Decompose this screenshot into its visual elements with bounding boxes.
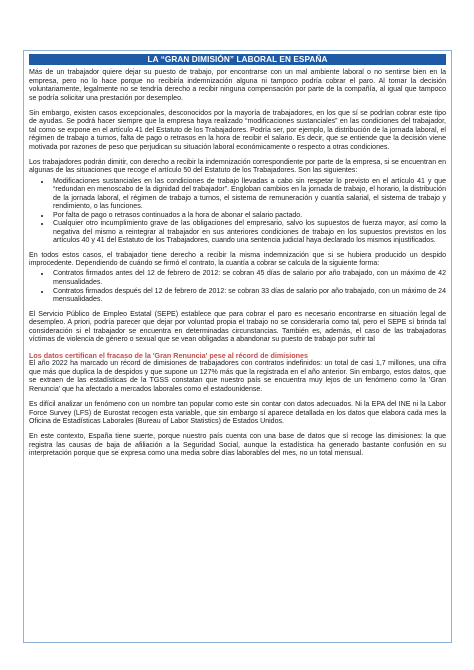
- article-title: LA “GRAN DIMISIÓN” LABORAL EN ESPAÑA: [29, 54, 446, 65]
- contracts-list: [29, 270, 446, 304]
- list-item: • Contratos firmados después del 12 de febrero de 2012: se cobran 33 días de salario por año trabajado, con un máximo de 24 mensualidades.: [51, 288, 446, 305]
- paragraph-record-2022: El año 2022 ha marcado un récord de dimisiones de trabajadores con contratos indefinidos: un total de casi 1,7 millones, una cifra que más que duplica la de despidos y que supone un 127% más que la registrada en el año anterior. Sin embargo, estos datos, que se extraen de las estadísticas de la TGSS constatan que nuestro país se encuentra muy lejos de un fenómeno como la 'Gran Renuncia' que ha afectado a mercados laborales como el estadounidense.: [29, 360, 446, 393]
- situations-list: [29, 178, 446, 246]
- paragraph-article-50: Los trabajadores podrán dimitir, con derecho a recibir la indemnización correspondiente por parte de la empresa, si se encuentran en algunas de las situaciones que recoge el artículo 50 del Estatuto de los Trabajadores. Son las siguientes:: [29, 158, 446, 175]
- paragraph-sepe: El Servicio Público de Empleo Estatal (SEPE) establece que para cobrar el paro es necesario encontrarse en situación legal de desempleo. A priori, podría parecer que dejar por voluntad propia el trabajo no se consideraría como tal, pero el SEPE sí brinda tal consideración si el trabajador se encuentra en determinadas circunstancias. También es, además, el caso de las trabajadoras víctimas de violencia de género o sexual que se vean obligadas a abandonar su puesto de trabajo por sufrir tal: [29, 310, 446, 344]
- section-subheading: Los datos certifican el fracaso de la 'Gran Renuncia' pese al récord de dimisiones: [29, 351, 309, 361]
- list-item: • Cualquier otro incumplimiento grave de las obligaciones del empresario, salvo los supuestos de fuerza mayor, así como la negativa del mismo a reintegrar al trabajador en sus anteriores condiciones de trabajo en los supuestos previstos en los artículos 40 y 41 del Estatuto de los Trabajadores, cuando una sentencia judicial haya declarado los mismos injustificados.: [51, 220, 446, 246]
- paragraph-exceptions: Sin embargo, existen casos excepcionales, desconocidos por la mayoría de trabajadores, en los que sí se podrían cobrar este tipo de ayudas. Se podrá hacer siempre que la empresa haya realizado “modificaciones sustanciales” en las condiciones del trabajador, tal como se expone en el artículo 41 del Estatuto de los Trabajadores. Podría ser, por ejemplo, la distribución de la jornada laboral, el régimen de trabajo a turnos, falta de pago o retrasos en la hora de recibir el salario. Es decir, que se entiende que la decisión viene motivada por razones de peso que perjudican su situación laboral económicamente o respecto a otras condiciones.: [29, 109, 446, 151]
- paragraph-spain-context: En este contexto, España tiene suerte, porque nuestro país cuenta con una base de datos que sí recoge las dimisiones: la que registra las causas de baja de afiliación a la Seguridad Social, aunque la estadística ha generado bastante confusión en su interpretación porque que se expresa como una media sobre días laborables del mes, no un total mensual.: [29, 433, 446, 458]
- list-item: • Contratos firmados antes del 12 de febrero de 2012: se cobran 45 días de salario por año trabajado, con un máximo de 42 mensualidades.: [51, 270, 446, 287]
- article-body: [29, 54, 446, 465]
- list-item: • Por falta de pago o retrasos continuados a la hora de abonar el salario pactado.: [51, 212, 446, 221]
- paragraph-intro: Más de un trabajador quiere dejar su puesto de trabajo, por encontrarse con un mal ambiente laboral o no sentirse bien en la empresa, pero no lo hace porque no recibiría indemnización alguna ni tampoco podría cobrar el paro. Al tomar la decisión voluntariamente, legalmente no se tendría derecho a recibir ninguna compensación por parte de la compañía, al igual que tampoco se podría solicitar una prestación por desempleo.: [29, 69, 446, 102]
- list-item: • Modificaciones sustanciales en las condiciones de trabajo llevadas a cabo sin respetar lo previsto en el artículo 41 y que “redundan en menoscabo de la dignidad del trabajador”. Engloban cambios en la jornada de trabajo, el horario, la distribución de la jornada laboral, el régimen de trabajo a turnos, el sistema de remuneración y cuantía salarial, el sistema de trabajo y rendimiento, o las funciones.: [51, 178, 446, 212]
- paragraph-indemnization: En todos estos casos, el trabajador tiene derecho a recibir la misma indemnización que si se hubiera producido un despido improcedente. Dependiendo de cuándo se firmó el contrato, la cuantía a cobrar se calcula de la siguiente forma:: [29, 251, 446, 268]
- paragraph-data-sources: Es difícil analizar un fenómeno con un nombre tan popular como este sin contar con datos adecuados. Ni la EPA del INE ni la Labor Force Survey (LFS) de Eurostat recogen esta variable, que sin embargo sí aparece detallada en los datos que elabora cada mes la Oficina de Estadísticas Laborales (Bureau of Labor Statistics) de Estados Unidos.: [29, 401, 446, 426]
